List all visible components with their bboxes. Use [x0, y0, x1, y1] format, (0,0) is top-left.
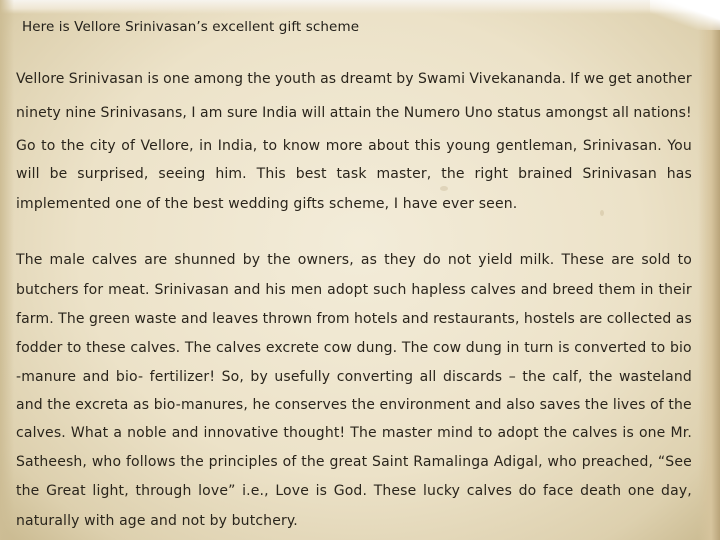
- word: by: [396, 71, 414, 87]
- word: one: [638, 425, 666, 441]
- paper-left-edge: [0, 0, 14, 540]
- word: gentleman,: [495, 138, 578, 154]
- word: a: [113, 425, 123, 441]
- word: leaves: [212, 311, 259, 327]
- word: their: [658, 282, 692, 298]
- word: are: [144, 252, 168, 268]
- word: the: [47, 397, 71, 413]
- word: yield: [478, 252, 513, 268]
- word: shunned: [174, 252, 236, 268]
- word: Vivekananda.: [469, 71, 566, 87]
- word: excrete: [265, 340, 320, 356]
- word: calves: [466, 483, 513, 499]
- word: to: [41, 138, 56, 154]
- word: task: [336, 166, 367, 182]
- word: is: [622, 425, 634, 441]
- word: of: [121, 138, 136, 154]
- word: brained: [518, 166, 573, 182]
- word: and: [171, 425, 199, 441]
- word: male: [49, 252, 85, 268]
- word: face: [543, 483, 574, 499]
- word: bio-manures,: [153, 397, 248, 413]
- word: by: [250, 369, 268, 385]
- word: ninety: [16, 105, 61, 121]
- word: calves: [91, 252, 138, 268]
- word: What: [70, 425, 109, 441]
- word: by: [242, 252, 261, 268]
- word: Vellore,: [140, 138, 194, 154]
- word: the: [301, 454, 325, 470]
- word: Adigal,: [493, 454, 543, 470]
- word: death: [580, 483, 622, 499]
- word: the: [375, 105, 400, 121]
- word: i.e.,: [242, 483, 269, 499]
- word: are: [611, 252, 635, 268]
- word: lucky: [423, 483, 461, 499]
- word: youth: [275, 71, 316, 87]
- paragraph-2-line-8: [16, 454, 692, 470]
- word: waste: [134, 311, 177, 327]
- paragraph-2-line-2: [16, 282, 692, 298]
- word: environment: [379, 397, 471, 413]
- word: hostels: [523, 311, 575, 327]
- word: hapless: [411, 282, 466, 298]
- word: to: [651, 340, 666, 356]
- word: is: [315, 483, 328, 499]
- word: Satheesh,: [16, 454, 88, 470]
- word: Love: [275, 483, 309, 499]
- word: discards: [442, 369, 503, 385]
- word: get: [608, 71, 632, 87]
- word: the: [543, 425, 568, 441]
- word: God.: [333, 483, 368, 499]
- word: Srinivasan.: [582, 138, 662, 154]
- word: So,: [221, 369, 244, 385]
- word: bio: [669, 340, 692, 356]
- word: Swami: [417, 71, 466, 87]
- word: do: [518, 483, 537, 499]
- word: the: [589, 369, 613, 385]
- word: not: [447, 252, 472, 268]
- word: from: [316, 311, 350, 327]
- word: do: [423, 252, 441, 268]
- word: for: [83, 282, 104, 298]
- word: in: [199, 138, 213, 154]
- word: is: [558, 340, 570, 356]
- paragraph-1-line-1: [16, 71, 692, 87]
- word: The: [350, 425, 377, 441]
- word: the: [267, 252, 291, 268]
- word: such: [373, 282, 407, 298]
- word: lives: [612, 397, 646, 413]
- word: conserves: [274, 397, 348, 413]
- word: we: [583, 71, 605, 87]
- word: nations!: [633, 105, 692, 121]
- word: surprised,: [77, 166, 149, 182]
- paragraph-2-line-9: [16, 483, 692, 499]
- word: calves: [470, 282, 516, 298]
- paper-torn-corner: [650, 0, 720, 30]
- word: Great: [46, 483, 86, 499]
- word: great: [329, 454, 368, 470]
- word: farm.: [16, 311, 54, 327]
- paragraph-2-line-3: [16, 311, 692, 327]
- word: more: [325, 138, 363, 154]
- word: cow: [323, 340, 352, 356]
- word: dung: [465, 340, 502, 356]
- word: green: [88, 311, 131, 327]
- word: bio-: [115, 369, 144, 385]
- word: men: [290, 282, 323, 298]
- word: Numero: [403, 105, 461, 121]
- word: these: [86, 340, 126, 356]
- word: India: [262, 105, 298, 121]
- paragraph-2-line-6: [16, 397, 692, 413]
- word: to: [67, 340, 82, 356]
- paper-right-edge: [698, 0, 720, 540]
- word: Saint: [372, 454, 409, 470]
- word: master: [381, 425, 433, 441]
- word: them: [598, 282, 636, 298]
- word: they: [384, 252, 416, 268]
- word: the: [16, 483, 40, 499]
- word: as: [360, 252, 378, 268]
- word: who: [91, 454, 122, 470]
- word: among: [193, 71, 244, 87]
- word: Ramalinga: [413, 454, 489, 470]
- word: sure: [226, 105, 258, 121]
- word: Srinivasan: [68, 71, 144, 87]
- paper-top-edge: [0, 0, 720, 14]
- word: fertilizer!: [149, 369, 216, 385]
- word: The: [58, 311, 85, 327]
- word: calves.: [130, 340, 181, 356]
- word: thrown: [262, 311, 313, 327]
- word: of: [650, 397, 664, 413]
- word: dreamt: [340, 71, 393, 87]
- word: innovative: [203, 425, 279, 441]
- document-title: Here is Vellore Srinivasan’s excellent gift scheme: [22, 19, 360, 35]
- word: master,: [376, 166, 432, 182]
- word: milk.: [519, 252, 555, 268]
- word: calves: [215, 340, 262, 356]
- word: am: [200, 105, 223, 121]
- paragraph-2-line-7: [16, 425, 692, 441]
- word: the: [584, 397, 609, 413]
- word: The: [16, 252, 43, 268]
- paragraph-2-line-4: [16, 340, 692, 356]
- word: about: [368, 138, 410, 154]
- word: adopt: [327, 282, 369, 298]
- word: and: [233, 282, 261, 298]
- word: who: [547, 454, 577, 470]
- word: collected: [606, 311, 672, 327]
- paragraph-1-line-2: [16, 105, 692, 121]
- word: thought!: [283, 425, 346, 441]
- word: will: [16, 166, 40, 182]
- word: If: [570, 71, 580, 87]
- word: Srinivasans,: [100, 105, 187, 121]
- word: nine: [65, 105, 97, 121]
- word: converting: [336, 369, 414, 385]
- word: young: [446, 138, 491, 154]
- word: the: [668, 397, 692, 413]
- word: owners,: [297, 252, 354, 268]
- word: be: [49, 166, 68, 182]
- word: mind: [437, 425, 474, 441]
- word: “See: [657, 454, 692, 470]
- paragraph-1-line-4: [16, 166, 692, 182]
- word: -manure: [16, 369, 77, 385]
- word: follows: [125, 454, 176, 470]
- word: as: [320, 71, 337, 87]
- word: adopt: [497, 425, 539, 441]
- word: sold: [641, 252, 671, 268]
- word: and: [82, 369, 110, 385]
- word: are: [579, 311, 603, 327]
- word: light,: [92, 483, 129, 499]
- word: the: [522, 369, 546, 385]
- paragraph-2-line-10: naturally with age and not by butchery.: [16, 513, 298, 529]
- word: and: [401, 311, 429, 327]
- word: as: [133, 397, 150, 413]
- word: restaurants,: [433, 311, 520, 327]
- word: to: [478, 425, 493, 441]
- word: and: [16, 397, 43, 413]
- word: Srinivasan: [154, 282, 229, 298]
- word: is: [147, 71, 159, 87]
- word: breed: [552, 282, 594, 298]
- word: calf,: [552, 369, 583, 385]
- paragraph-2-line-1: [16, 252, 692, 268]
- word: The: [184, 340, 212, 356]
- word: Mr.: [670, 425, 692, 441]
- word: this: [414, 138, 441, 154]
- word: dung.: [356, 340, 398, 356]
- word: Srinivasan: [582, 166, 657, 182]
- word: best: [295, 166, 327, 182]
- word: These: [373, 483, 417, 499]
- word: the: [351, 397, 376, 413]
- word: excreta: [75, 397, 129, 413]
- word: to: [677, 252, 692, 268]
- word: attain: [329, 105, 372, 121]
- word: I: [191, 105, 196, 121]
- word: the: [441, 166, 465, 182]
- word: Vellore: [16, 71, 65, 87]
- word: another: [636, 71, 692, 87]
- word: seeing: [158, 166, 206, 182]
- word: to: [262, 138, 278, 154]
- word: –: [508, 369, 516, 385]
- word: India,: [217, 138, 258, 154]
- word: meat.: [108, 282, 150, 298]
- word: cow: [433, 340, 462, 356]
- word: his: [265, 282, 286, 298]
- paragraph-1-line-5: implemented one of the best wedding gifts scheme, I have ever seen.: [16, 196, 518, 212]
- word: calves: [572, 425, 618, 441]
- word: all: [612, 105, 630, 121]
- word: right: [474, 166, 509, 182]
- paragraph-1-line-3: [16, 138, 692, 154]
- word: will: [301, 105, 326, 121]
- word: in: [506, 340, 520, 356]
- word: calves.: [16, 425, 66, 441]
- word: has: [666, 166, 692, 182]
- word: status: [497, 105, 542, 121]
- word: butchers: [16, 282, 79, 298]
- word: amongst: [545, 105, 608, 121]
- word: converted: [574, 340, 647, 356]
- word: and: [180, 311, 208, 327]
- word: also: [506, 397, 536, 413]
- word: turn: [524, 340, 554, 356]
- word: preached,: [581, 454, 654, 470]
- word: These: [561, 252, 605, 268]
- word: fodder: [16, 340, 63, 356]
- paper-stain: [440, 186, 448, 191]
- word: Uno: [464, 105, 493, 121]
- word: day,: [661, 483, 692, 499]
- word: one: [627, 483, 655, 499]
- word: city: [89, 138, 116, 154]
- word: him.: [215, 166, 247, 182]
- word: all: [419, 369, 437, 385]
- word: and: [474, 397, 502, 413]
- word: the: [180, 454, 204, 470]
- word: principles: [208, 454, 278, 470]
- word: usefully: [274, 369, 331, 385]
- word: love”: [198, 483, 236, 499]
- word: he: [252, 397, 271, 413]
- word: wasteland: [618, 369, 692, 385]
- word: in: [640, 282, 654, 298]
- word: as: [675, 311, 692, 327]
- word: the: [60, 138, 85, 154]
- word: through: [135, 483, 192, 499]
- paragraph-2-line-5: [16, 369, 692, 385]
- word: The: [401, 340, 429, 356]
- word: and: [520, 282, 548, 298]
- word: You: [667, 138, 692, 154]
- word: the: [247, 71, 271, 87]
- word: noble: [127, 425, 167, 441]
- word: hotels: [354, 311, 398, 327]
- word: saves: [539, 397, 581, 413]
- word: of: [282, 454, 297, 470]
- word: know: [282, 138, 321, 154]
- word: This: [256, 166, 286, 182]
- word: one: [163, 71, 190, 87]
- word: Go: [16, 138, 36, 154]
